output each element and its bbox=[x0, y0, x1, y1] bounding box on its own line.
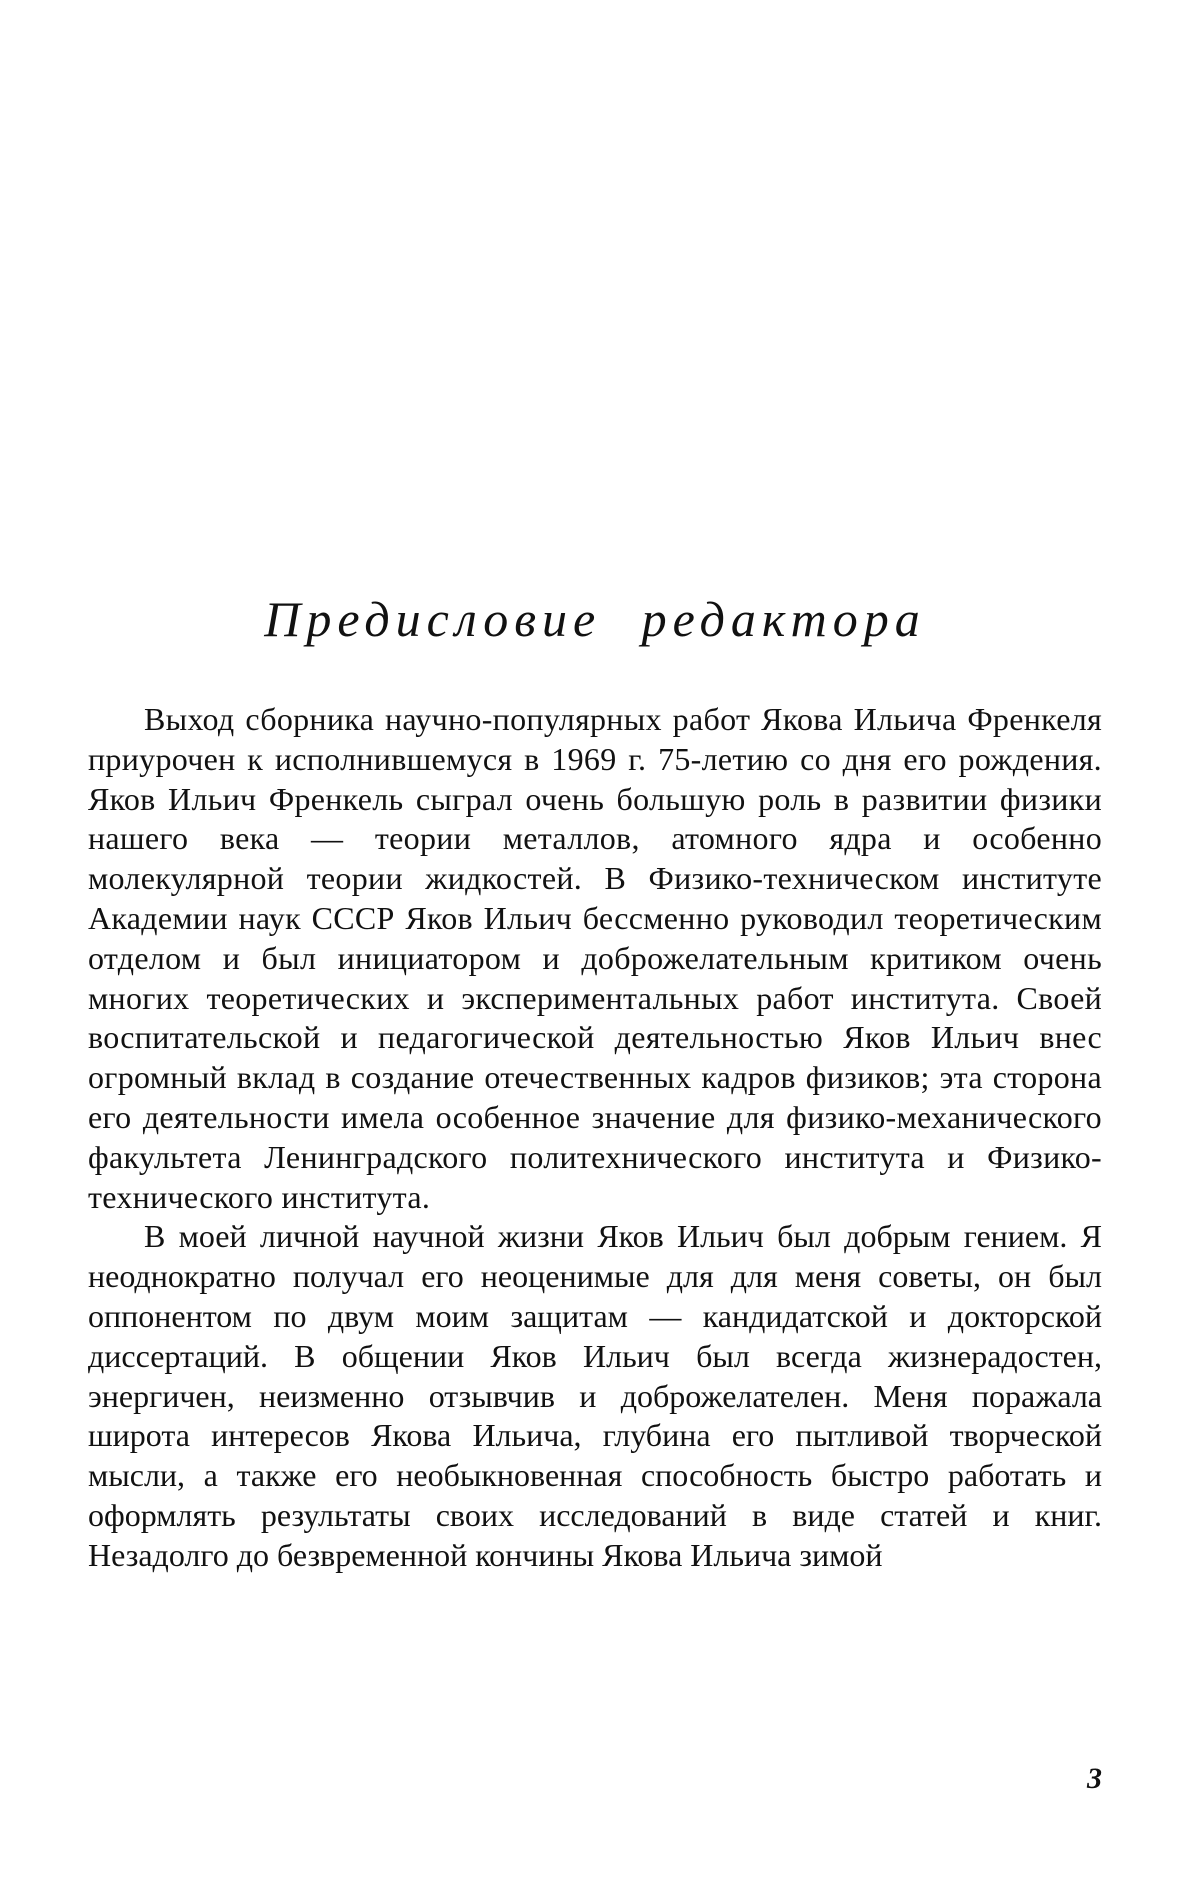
page-number: 3 bbox=[1087, 1762, 1102, 1795]
book-page bbox=[88, 0, 1102, 1887]
body-text bbox=[88, 700, 1102, 1576]
paragraph-2: В моей личной научной жизни Яков Ильич был добрым гением. Я неоднократно получал его неоценимые для для меня советы, он был оппонентом по двум моим защитам — кандидатской и докторской диссертаций. В общении Яков Ильич был всегда жизнерадостен, энергичен, неизменно отзывчив и доброжелателен. Меня поражала широта интересов Якова Ильича, глубина его пытливой творческой мысли, а также его необыкновенная способность быстро работать и оформлять результаты своих исследований в виде статей и книг. Незадолго до безвременной кончины Якова Ильича зимой bbox=[88, 1218, 1102, 1573]
paragraph-1: Выход сборника научно-популярных работ Якова Ильича Френкеля приурочен к исполнившемуся в 1969 г. 75-летию со дня его рождения. Яков Ильич Френкель сыграл очень большую роль в развитии физики нашего века — теории металлов, атомного ядра и особенно молекулярной теории жидкостей. В Физико-техническом институте Академии наук СССР Яков Ильич бессменно руководил теоретическим отделом и был инициатором и доброжелательным критиком очень многих теоретических и экспериментальных работ института. Своей воспитательской и педагогической деятельностью Яков Ильич внес огромный вклад в создание отечественных кадров физиков; эта сторона его деятельности имела особенное значение для физико-механического факультета Ленинградского политехнического института и Физико-технического института. bbox=[88, 701, 1102, 1215]
page-title: Предисловие редактора bbox=[264, 591, 926, 647]
